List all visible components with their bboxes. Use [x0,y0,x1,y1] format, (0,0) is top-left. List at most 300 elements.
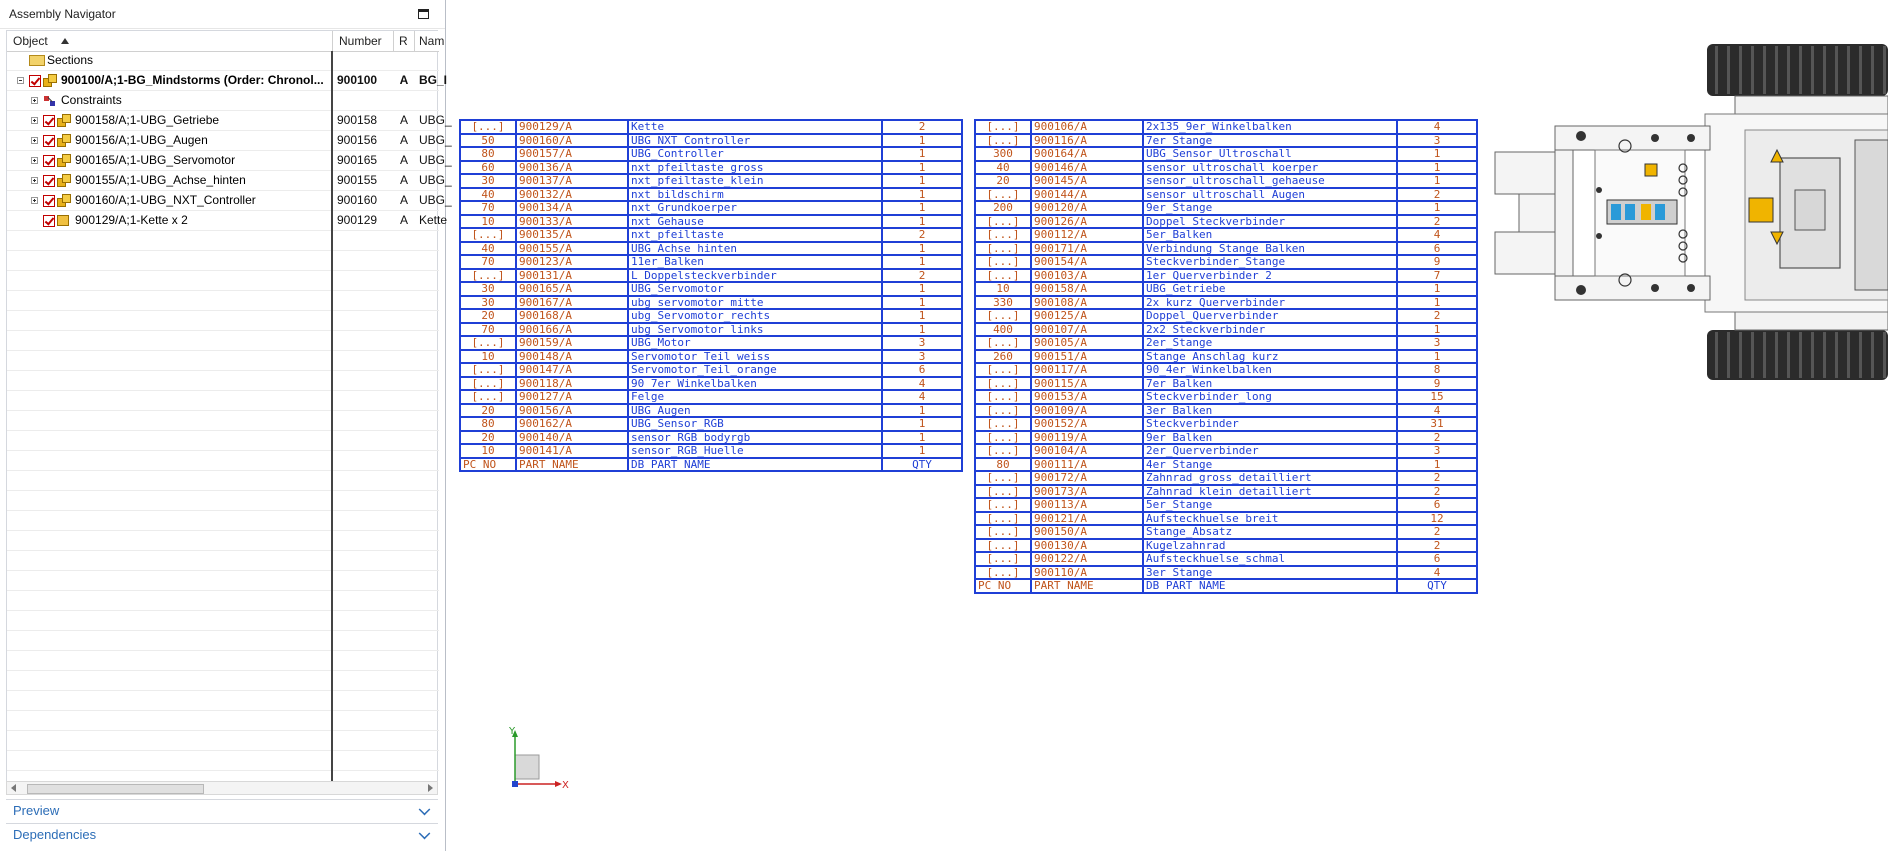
qty-cell: 4 [1397,120,1477,134]
parts-list-row [460,350,962,364]
parts-list-row [975,363,1477,377]
parts-list-row [975,174,1477,188]
scrollbar-thumb[interactable] [27,784,204,794]
qty-cell: 2 [1397,539,1477,553]
pc-no-cell: 400 [975,323,1031,337]
db-part-name-cell: 3er_Stange [1143,566,1397,580]
qty-cell: 8 [1397,363,1477,377]
tree-row[interactable] [7,51,439,71]
pc-no-cell: [...] [975,188,1031,202]
pc-no-cell: [...] [975,363,1031,377]
expand-icon[interactable] [31,117,38,124]
parts-list-row [975,201,1477,215]
qty-cell: 2 [882,269,962,283]
part-name-cell: 900160/A [516,134,628,148]
parts-list-row [460,201,962,215]
part-icon [57,215,69,226]
pc-no-cell: [...] [460,120,516,134]
tree-row-name: UBG_ [419,133,452,147]
db-part-name-cell: sensor_ultroschall_Augen [1143,188,1397,202]
db-part-name-cell: Kugelzahnrad [1143,539,1397,553]
part-name-cell: 900119/A [1031,431,1143,445]
column-header-name[interactable] [415,31,445,51]
db-part-name-cell: Felge [628,390,882,404]
tree-row[interactable] [7,191,452,211]
part-name-cell: 900167/A [516,296,628,310]
db-part-name-cell: nxt_Gehause [628,215,882,229]
part-name-cell: 900107/A [1031,323,1143,337]
visibility-checkbox[interactable] [43,175,55,187]
tree-row-label: Constraints [61,93,122,107]
part-name-cell: 900164/A [1031,147,1143,161]
part-name-cell: 900159/A [516,336,628,350]
parts-list-row [975,404,1477,418]
part-name-cell: 900144/A [1031,188,1143,202]
qty-cell: 6 [1397,498,1477,512]
part-name-cell: 900172/A [1031,471,1143,485]
tree-row[interactable] [7,71,448,91]
pc-no-cell: 20 [460,309,516,323]
parts-list-row [975,242,1477,256]
pc-no-cell: 20 [975,174,1031,188]
assembly-icon [57,174,71,187]
db-part-name-cell: ubg_Servomotor_rechts [628,309,882,323]
part-name-cell: 900123/A [516,255,628,269]
tree-row-label: 900160/A;1-UBG_NXT_Controller [75,193,256,207]
tree-row-number: 900158 [337,113,378,127]
db-part-name-cell: UBG_Servomotor [628,282,882,296]
parts-list-row [975,512,1477,526]
parts-list-row [975,161,1477,175]
qty-cell: 1 [882,161,962,175]
tree-row-label: 900129/A;1-Kette x 2 [75,213,188,227]
qty-cell: 1 [882,215,962,229]
tree-row-number: 900156 [337,133,378,147]
empty-tree-row [7,551,439,571]
part-name-cell: 900109/A [1031,404,1143,418]
pc-no-cell: [...] [975,485,1031,499]
part-name-cell: 900154/A [1031,255,1143,269]
parts-list-row [975,120,1477,134]
part-name-cell: 900125/A [1031,309,1143,323]
maximize-icon[interactable] [418,9,429,19]
qty-cell: 1 [882,147,962,161]
visibility-checkbox[interactable] [43,135,55,147]
pc-no-cell: [...] [975,512,1031,526]
parts-list-row [975,228,1477,242]
part-name-cell: 900115/A [1031,377,1143,391]
robot-model-view [1495,40,1888,385]
empty-tree-row [7,531,439,551]
qty-cell: 1 [882,444,962,458]
db-part-name-cell: sensor_RGB_bodyrgb [628,431,882,445]
tree-row[interactable] [7,131,452,151]
db-part-name-cell: 2x_kurz_Querverbinder [1143,296,1397,310]
db-part-name-cell: Servomotor_Teil_orange [628,363,882,377]
parts-list-row [460,323,962,337]
pc-no-cell: [...] [975,566,1031,580]
part-name-cell: 900171/A [1031,242,1143,256]
empty-tree-row [7,711,439,731]
pc-no-cell: [...] [975,309,1031,323]
part-name-cell: 900129/A [516,120,628,134]
parts-list-row [975,498,1477,512]
empty-tree-row [7,271,439,291]
part-name-cell: 900137/A [516,174,628,188]
qty-cell: 3 [882,350,962,364]
horizontal-scrollbar[interactable] [6,781,438,795]
part-name-cell: 900155/A [516,242,628,256]
parts-list-row [460,255,962,269]
tree-row-name: UBG_ [419,113,452,127]
parts-list-row [460,309,962,323]
parts-list-row [975,525,1477,539]
db-part-name-cell: nxt_pfeiltaste_gross [628,161,882,175]
part-name-cell: 900147/A [516,363,628,377]
db-part-name-cell: Aufsteckhuelse_schmal [1143,552,1397,566]
chevron-down-icon[interactable] [419,804,431,816]
empty-tree-row [7,411,439,431]
qty-cell: 4 [1397,566,1477,580]
db-part-name-cell: sensor_ultroschall_koerper [1143,161,1397,175]
column-header-number[interactable] [333,31,394,51]
parts-list-header-row [460,458,962,472]
pc-no-cell: [...] [975,552,1031,566]
tree-row[interactable] [7,111,452,131]
pc-no-cell: [...] [975,269,1031,283]
tree-row[interactable] [7,91,439,111]
parts-list-row [975,417,1477,431]
assembly-icon [57,114,71,127]
db-part-name-cell: 11er_Balken [628,255,882,269]
pc-no-cell: [...] [975,404,1031,418]
parts-list-row [460,134,962,148]
qty-cell: 1 [882,174,962,188]
preview-label: Preview [13,803,60,818]
tree-row-r: A [399,153,408,167]
tree-row-label: 900155/A;1-UBG_Achse_hinten [75,173,246,187]
parts-list-row [975,431,1477,445]
empty-tree-row [7,251,439,271]
part-name-cell: 900126/A [1031,215,1143,229]
part-name-cell: 900168/A [516,309,628,323]
pc-no-cell: [...] [975,255,1031,269]
part-name-cell: 900140/A [516,431,628,445]
tree-row-name: UBG_ [419,193,452,207]
column-object-label: Object [13,34,48,48]
pc-no-cell: [...] [975,134,1031,148]
part-name-cell: 900121/A [1031,512,1143,526]
empty-tree-row [7,751,439,771]
pc-no-cell: 30 [460,296,516,310]
part-name-cell: 900146/A [1031,161,1143,175]
db-part-name-cell: UBG_NXT_Controller [628,134,882,148]
empty-tree-row [7,311,439,331]
y-axis-label: Y [509,726,516,737]
chevron-down-icon[interactable] [419,828,431,840]
pc-no-cell: 330 [975,296,1031,310]
tree-row[interactable] [7,211,448,231]
tree-row-label: 900158/A;1-UBG_Getriebe [75,113,220,127]
empty-tree-row [7,731,439,751]
db-part-name-cell: UBG_Motor [628,336,882,350]
db-part-name-cell: sensor_ultroschall_gehaeuse [1143,174,1397,188]
pc-no-cell: 80 [460,147,516,161]
qty-cell: 1 [882,255,962,269]
qty-cell: 2 [1397,188,1477,202]
part-name-cell: 900156/A [516,404,628,418]
parts-list-row [975,390,1477,404]
qty-cell: 1 [1397,458,1477,472]
part-name-header: PART NAME [516,458,628,472]
part-name-cell: 900131/A [516,269,628,283]
parts-list-row [975,336,1477,350]
empty-tree-row [7,431,439,451]
db-part-name-header: DB PART NAME [628,458,882,472]
pc-no-cell: [...] [975,539,1031,553]
parts-list-row [975,282,1477,296]
expand-icon[interactable] [31,137,38,144]
part-name-cell: 900117/A [1031,363,1143,377]
part-name-cell: 900120/A [1031,201,1143,215]
qty-cell: 1 [882,134,962,148]
db-part-name-cell: Stange_Absatz [1143,525,1397,539]
db-part-name-cell: nxt_pfeiltaste_klein [628,174,882,188]
column-divider[interactable] [331,51,333,793]
tree-row[interactable] [7,171,452,191]
part-name-cell: 900134/A [516,201,628,215]
tree-row[interactable] [7,151,452,171]
tree-row-r: A [399,73,409,87]
scroll-left-icon[interactable] [11,784,16,792]
qty-cell: 1 [882,188,962,202]
db-part-name-cell: Kette [628,120,882,134]
visibility-checkbox[interactable] [43,115,55,127]
top-track [1707,44,1888,96]
qty-cell: 1 [1397,161,1477,175]
tree-row-r: A [399,113,408,127]
qty-cell: 6 [1397,242,1477,256]
db-part-name-cell: UBG_Sensor_Ultroschall [1143,147,1397,161]
db-part-name-cell: sensor_RGB_Huelle [628,444,882,458]
parts-list-row [460,242,962,256]
db-part-name-cell: 2er_Stange [1143,336,1397,350]
pc-no-cell: [...] [460,269,516,283]
qty-cell: 4 [882,377,962,391]
part-name-cell: 900122/A [1031,552,1143,566]
preview-panel-header[interactable] [6,799,438,821]
pc-no-cell: [...] [975,120,1031,134]
db-part-name-header: DB PART NAME [1143,579,1397,593]
coordinate-triad [507,727,567,795]
parts-list-row [975,350,1477,364]
parts-list-row [460,363,962,377]
tree-row-r [394,91,414,110]
part-name-cell: 900108/A [1031,296,1143,310]
db-part-name-cell: ubg_servomotor_mitte [628,296,882,310]
db-part-name-cell: Steckverbinder [1143,417,1397,431]
pc-no-cell: 60 [460,161,516,175]
part-name-cell: 900151/A [1031,350,1143,364]
qty-header: QTY [1397,579,1477,593]
tree-row-name [415,91,439,110]
pc-no-header: PC NO [975,579,1031,593]
pc-no-cell: [...] [975,498,1031,512]
qty-cell: 4 [1397,404,1477,418]
db-part-name-cell: Verbindung_Stange_Balken [1143,242,1397,256]
part-name-cell: 900112/A [1031,228,1143,242]
parts-list-row [975,485,1477,499]
expand-icon[interactable] [31,197,38,204]
parts-list-row [975,377,1477,391]
qty-cell: 15 [1397,390,1477,404]
empty-tree-row [7,391,439,411]
assembly-icon [57,134,71,147]
empty-tree-row [7,331,439,351]
empty-tree-row [7,451,439,471]
parts-list-row [460,188,962,202]
tree-row-r [394,51,414,70]
column-header-revision[interactable] [394,31,415,51]
pc-no-cell: [...] [460,390,516,404]
part-name-cell: 900165/A [516,282,628,296]
part-name-cell: 900166/A [516,323,628,337]
dependencies-label: Dependencies [13,827,97,842]
parts-list-row [975,471,1477,485]
db-part-name-cell: 2x2_Steckverbinder [1143,323,1397,337]
parts-list-row [460,296,962,310]
parts-list-row [975,269,1477,283]
tree-row-label: 900165/A;1-UBG_Servomotor [75,153,236,167]
part-name-cell: 900145/A [1031,174,1143,188]
parts-list-row [975,323,1477,337]
qty-cell: 7 [1397,269,1477,283]
db-part-name-cell: Zahnrad_klein_detailliert [1143,485,1397,499]
empty-tree-row [7,231,439,251]
dependencies-panel-header[interactable] [6,823,438,845]
visibility-checkbox[interactable] [43,195,55,207]
part-name-cell: 900106/A [1031,120,1143,134]
tree-row-name: UBG_ [419,153,452,167]
qty-cell: 3 [1397,444,1477,458]
assembly-icon [43,74,57,87]
visibility-checkbox[interactable] [43,155,55,167]
parts-list-row [460,431,962,445]
pc-no-cell: 80 [975,458,1031,472]
tree-row-r: A [399,133,408,147]
part-name-cell: 900141/A [516,444,628,458]
parts-list-table-1 [459,119,963,472]
tree-row-name: UBG_ [419,173,452,187]
pc-no-cell: 30 [460,174,516,188]
empty-tree-row [7,571,439,591]
qty-cell: 1 [882,242,962,256]
part-name-cell: 900173/A [1031,485,1143,499]
tree-row-label: 900100/A;1-BG_Mindstorms (Order: Chronol... [61,73,324,87]
db-part-name-cell: L_Doppelsteckverbinder [628,269,882,283]
pc-no-cell: 40 [975,161,1031,175]
db-part-name-cell: UBG_Sensor_RGB [628,417,882,431]
expand-icon[interactable] [31,157,38,164]
parts-list-row [460,404,962,418]
pc-no-cell: 10 [975,282,1031,296]
scroll-right-icon[interactable] [428,784,433,792]
expand-icon[interactable] [31,177,38,184]
qty-cell: 2 [882,120,962,134]
parts-list-row [460,377,962,391]
column-number-label: Number [339,34,382,48]
tree-row-number: 900100 [337,73,378,87]
empty-tree-row [7,491,439,511]
parts-list-row [460,269,962,283]
part-name-cell: 900136/A [516,161,628,175]
tree-row-name: Kette [419,213,448,227]
db-part-name-cell: nxt_bildschirm [628,188,882,202]
pc-no-cell: [...] [975,417,1031,431]
qty-cell: 3 [882,336,962,350]
part-name-cell: 900162/A [516,417,628,431]
part-name-cell: 900113/A [1031,498,1143,512]
qty-cell: 2 [1397,215,1477,229]
visibility-checkbox[interactable] [29,75,41,87]
db-part-name-cell: 9er_Balken [1143,431,1397,445]
tree-row-number: 900129 [337,213,378,227]
part-name-cell: 900152/A [1031,417,1143,431]
pc-no-cell: 40 [460,242,516,256]
pc-no-header: PC NO [460,458,516,472]
empty-tree-row [7,691,439,711]
qty-cell: 1 [882,201,962,215]
db-part-name-cell: Steckverbinder_long [1143,390,1397,404]
qty-cell: 1 [882,417,962,431]
expand-icon[interactable] [31,97,38,104]
qty-cell: 1 [1397,282,1477,296]
parts-list-row [460,120,962,134]
assembly-tree[interactable] [6,30,452,792]
pc-no-cell: 40 [460,188,516,202]
part-name-cell: 900104/A [1031,444,1143,458]
empty-tree-row [7,651,439,671]
parts-list-row [975,458,1477,472]
db-part-name-cell: 90_7er_Winkelbalken [628,377,882,391]
collapse-icon[interactable] [17,77,24,84]
tree-row-number: 900155 [337,173,378,187]
db-part-name-cell: Aufsteckhuelse_breit [1143,512,1397,526]
parts-list-table-2 [974,119,1478,594]
parts-list-row [975,309,1477,323]
db-part-name-cell: Steckverbinder_Stange [1143,255,1397,269]
column-header-object[interactable] [7,31,333,51]
z-axis-marker [512,781,518,787]
pc-no-cell: [...] [975,242,1031,256]
db-part-name-cell: nxt_pfeiltaste [628,228,882,242]
parts-list-row [460,282,962,296]
parts-list-row [460,336,962,350]
visibility-checkbox[interactable] [43,215,55,227]
parts-list-row [460,390,962,404]
x-axis-label: X [562,780,569,791]
parts-list-header-row [975,579,1477,593]
part-name-cell: 900158/A [1031,282,1143,296]
part-name-cell: 900130/A [1031,539,1143,553]
parts-list-row [975,188,1477,202]
qty-cell: 4 [1397,228,1477,242]
tree-row-r: A [399,173,408,187]
pc-no-cell: 50 [460,134,516,148]
qty-cell: 1 [882,282,962,296]
pc-no-cell: [...] [460,377,516,391]
db-part-name-cell: nxt_Grundkoerper [628,201,882,215]
